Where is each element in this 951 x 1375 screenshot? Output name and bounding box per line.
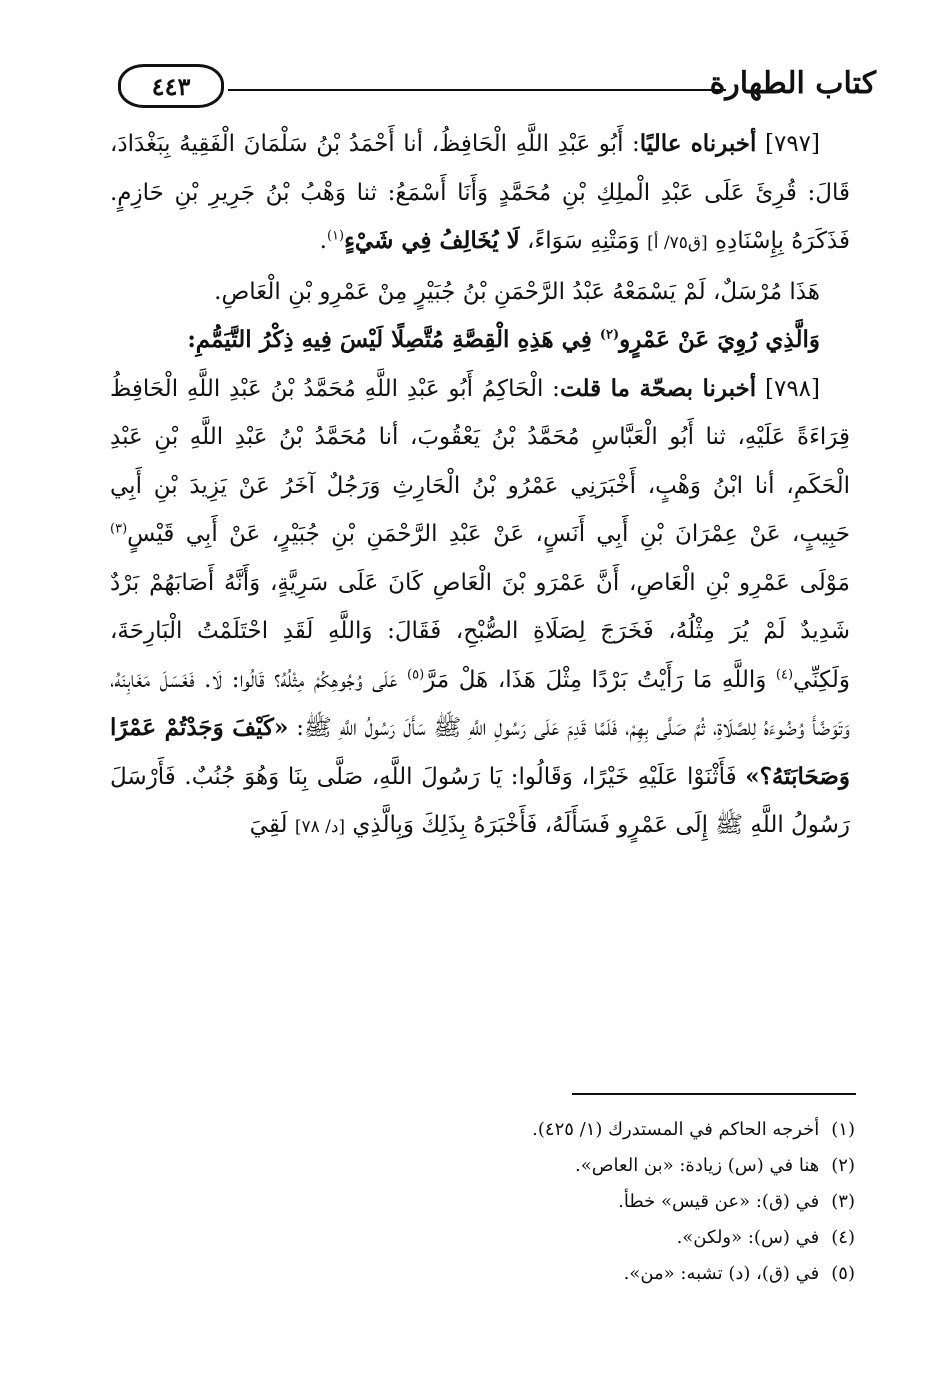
- hadith-number: [٧٩٧]: [764, 131, 821, 157]
- footnotes: [300, 1112, 855, 1292]
- footnote-marker[interactable]: (٢): [599, 327, 620, 343]
- footnote-number: (١): [831, 1119, 855, 1140]
- footnote-divider: [572, 1093, 856, 1095]
- page-header: [118, 58, 876, 118]
- footnote-item: [300, 1148, 855, 1184]
- paragraph-797: [٧٩٧] أخبرناه عاليًا: أَبُو عَبْدِ اللَّهِ الْحَافِظُ، أنا أَحْمَدُ بْنُ سَلْمَانَ الْفَقِيهُ بِبَغْدَادَ، قَالَ: قُرِئَ عَلَى عَبْدِ الْملِكِ بْنِ مُحَمَّدٍ وَأَنَا أَسْمَعُ: ثنا وَهْبُ بْنُ جَرِيرِ بْنِ حَازِمٍ. فَذَكَرَهُ بِإِسْنَادِهِ [ق٧٥/ أ] وَمَتْنِهِ سَوَاءً، لَا يُخَالِفُ فِي شَيْءٍ$^{(١)}$.: [110, 130, 850, 254]
- footnote-item: [300, 1220, 855, 1256]
- hadith-text: وَاللَّهِ مَا رَأَيْتُ بَرْدًا مِثْلَ هَذَا، هَلْ مَرَّ: [424, 666, 767, 693]
- paragraph-heading: [110, 316, 850, 365]
- hadith-text: فَأَثْنَوْا عَلَيْهِ خَيْرًا، وَقَالُوا: يَا رَسُولَ اللَّهِ، صَلَّى بِنَا وَهُوَ جُنُبٌ. فَأَرْسَلَ رَسُولُ اللَّهِ ﷺ إِلَى عَمْرٍو فَسَأَلَهُ، فَأَخْبَرَهُ بِذَلِكَ وَبِالَّذِي: [110, 763, 850, 838]
- footnote-marker[interactable]: (٤): [775, 666, 794, 682]
- paragraph-comment: [110, 268, 850, 317]
- hadith-lead: أخبرنا بصحّة ما قلت: [559, 374, 757, 402]
- main-text: [110, 120, 850, 852]
- footnote-text: في (ق): «عن قيس» خطأ.: [618, 1191, 820, 1212]
- heading-text: وَالَّذِي رُوِيَ عَنْ عَمْرٍو: [619, 326, 820, 353]
- footnote-marker[interactable]: (٣): [110, 521, 128, 537]
- footnote-number: (٥): [831, 1263, 855, 1284]
- footnote-marker[interactable]: (٥): [407, 666, 425, 682]
- hadith-lead: أخبرناه عاليًا: [639, 130, 757, 157]
- manuscript-ref: [ق٧٥/ أ]: [647, 233, 708, 253]
- hadith-number: [٧٩٨]: [764, 375, 821, 402]
- hadith-text-bold: لَا يُخَالِفُ فِي شَيْءٍ: [344, 227, 520, 254]
- manuscript-ref: [د/ ٧٨]: [294, 817, 346, 837]
- footnote-number: (٢): [831, 1155, 855, 1176]
- footnote-item: [300, 1184, 855, 1220]
- footnote-number: (٣): [831, 1191, 855, 1212]
- hadith-text: عَلَى وُجُوهِكُمْ مِثْلُهُ؟ قَالُوا: لَا. فَغَسَلَ مَغَابِنَهُ، وَتَوَضَّأَ وُضُوءَهُ لِلصَّلَاةِ، ثُمَّ صَلَّى بِهِمْ، فَلَمَّا قَدِمَ عَلَى رَسُولِ اللَّهِ ﷺ سَأَلَ رَسُولُ اللَّهِ ﷺ:: [110, 666, 850, 741]
- paragraph-798: [110, 365, 850, 852]
- book-title: كتاب الطهارة: [709, 66, 876, 101]
- page-number-badge: [118, 64, 224, 108]
- hadith-text: مَوْلَى عَمْرِو بْنِ الْعَاصِ، أَنَّ عَمْرَو بْنَ الْعَاصِ كَانَ عَلَى سَرِيَّةٍ، وَأَنَّهُ أَصَابَهُمْ بَرْدٌ شَدِيدٌ لَمْ يُرَ مِثْلُهُ، فَخَرَجَ لِصَلَاةِ الصُّبْحِ، فَقَالَ: وَاللَّهِ لَقَدِ احْتَلَمْتُ الْبَارِحَةَ، وَلَكِنِّي: [110, 569, 850, 693]
- hadith-text: : أَبُو عَبْدِ اللَّهِ الْحَافِظُ، أنا أَحْمَدُ بْنُ سَلْمَانَ الْفَقِيهُ بِبَغْدَادَ، قَالَ: قُرِئَ عَلَى عَبْدِ الْملِكِ بْنِ مُحَمَّدٍ وَأَنَا أَسْمَعُ: ثنا وَهْبُ بْنُ جَرِيرِ بْنِ حَازِمٍ. فَذَكَرَهُ بِإِسْنَادِهِ: [110, 131, 850, 254]
- footnote-text: في (ق)، (د) تشبه: «من».: [623, 1263, 820, 1284]
- hadith-text: : الْحَاكِمُ أَبُو عَبْدِ اللَّهِ مُحَمَّدُ بْنُ عَبْدِ اللَّهِ الْحَافِظُ قِرَاءَةً عَلَيْهِ، ثنا أَبُو الْعَبَّاسِ مُحَمَّدُ بْنُ يَعْقُوبَ، أنا مُحَمَّدُ بْنُ عَبْدِ اللَّهِ بْنِ عَبْدِ الْحَكَمِ، أنا ابْنُ وَهْبٍ، أَخْبَرَنِي عَمْرُو بْنُ الْحَارِثِ وَرَجُلٌ آخَرُ عَنْ يَزِيدَ بْنِ أَبِي حَبِيبٍ، عَنْ عِمْرَانَ بْنِ أَبِي أَنَسٍ، عَنْ عَبْدِ الرَّحْمَنِ بْنِ جُبَيْرٍ، عَنْ أَبِي قَيْسٍ: [110, 375, 850, 547]
- footnote-text: هنا في (س) زيادة: «بن العاص».: [575, 1155, 820, 1176]
- header-rule: [228, 89, 726, 91]
- prophetic-quote: «كَيْفَ وَجَدْتُمْ عَمْرًا وَصَحَابَتَهُ؟»: [110, 714, 850, 790]
- page-number: ٤٤٣: [151, 71, 191, 101]
- commentary-text: هَذَا مُرْسَلٌ، لَمْ يَسْمَعْهُ عَبْدُ الرَّحْمَنِ بْنُ جُبَيْرٍ مِنْ عَمْرِو بْنِ الْعَاصِ.: [214, 278, 820, 305]
- footnote-marker[interactable]: (١): [326, 228, 345, 244]
- footnote-text: في (س): «ولكن».: [676, 1227, 820, 1248]
- footnote-item: [300, 1112, 855, 1148]
- heading-text: فِي هَذِهِ الْقِصَّةِ مُتَّصِلًا لَيْسَ فِيهِ ذِكْرُ التَّيَمُّمِ:: [187, 326, 592, 353]
- footnote-number: (٤): [831, 1227, 855, 1248]
- hadith-text: لَقِيَ: [249, 812, 288, 838]
- hadith-text: وَمَتْنِهِ سَوَاءً،: [527, 228, 640, 254]
- footnote-text: أخرجه الحاكم في المستدرك (١/ ٤٢٥).: [532, 1119, 820, 1140]
- footnote-item: [300, 1256, 855, 1292]
